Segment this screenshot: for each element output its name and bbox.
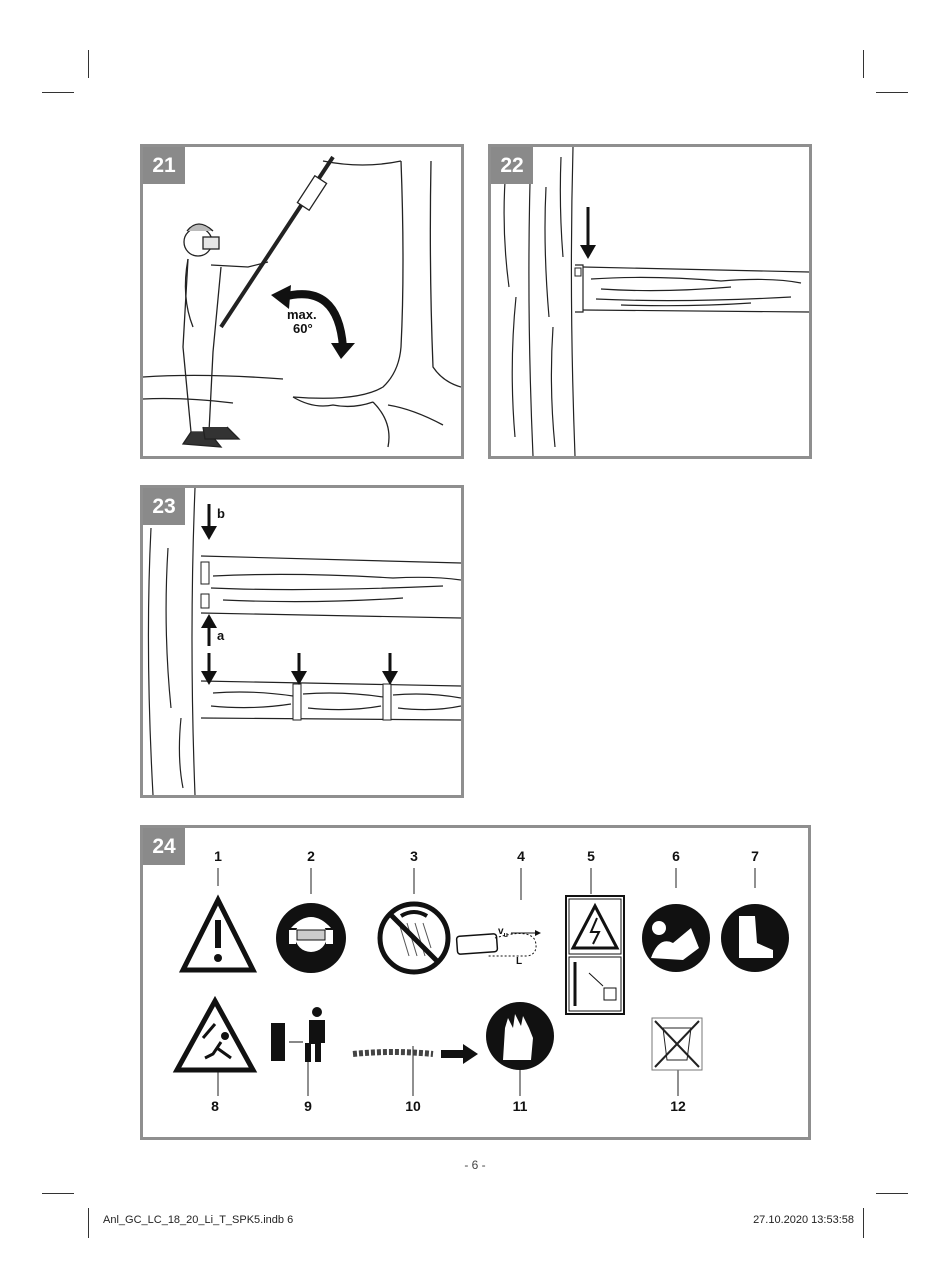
crop-mark: [42, 92, 74, 93]
symbol-number: 1: [214, 848, 222, 864]
crop-mark: [876, 1193, 908, 1194]
figure-number: 22: [491, 147, 533, 184]
symbol-number: 7: [751, 848, 759, 864]
figure-number: 21: [143, 147, 185, 184]
symbol-number: 4: [517, 848, 525, 864]
crop-mark: [863, 1208, 864, 1238]
figure-24: [140, 825, 811, 1140]
footer-timestamp: 27.10.2020 13:53:58: [753, 1214, 854, 1226]
symbol-number: 3: [410, 848, 418, 864]
crop-mark: [863, 50, 864, 78]
crop-mark: [88, 50, 89, 78]
label-a: a: [217, 628, 225, 643]
crop-mark: [876, 92, 908, 93]
symbol-number: 10: [405, 1098, 421, 1114]
symbol-number: 12: [670, 1098, 686, 1114]
page-number: - 6 -: [464, 1158, 486, 1172]
general-warning-triangle-icon: [143, 828, 811, 1138]
symbol-number: 6: [672, 848, 680, 864]
angle-label-value: 60°: [293, 321, 313, 336]
symbol-number: 8: [211, 1098, 219, 1114]
pole-saw-operator-illustration: [143, 147, 461, 456]
symbol-number: 5: [587, 848, 595, 864]
figure-number: 23: [143, 488, 185, 525]
symbol-number: 9: [304, 1098, 312, 1114]
symbol-number: 11: [512, 1098, 528, 1114]
figure-21: [140, 144, 464, 459]
figure-23: [140, 485, 464, 798]
crop-mark: [88, 1208, 89, 1238]
symbol-number: 2: [307, 848, 315, 864]
cutting-length-label: L: [516, 956, 523, 967]
figure-number: 24: [143, 828, 185, 865]
figure-22: [488, 144, 812, 459]
label-b: b: [217, 506, 225, 521]
crop-mark: [42, 1193, 74, 1194]
angle-label-max: max.: [287, 307, 317, 322]
branch-undercut-illustration: [491, 147, 809, 456]
sectional-cut-illustration: [143, 488, 461, 795]
footer-filename: Anl_GC_LC_18_20_Li_T_SPK5.indb 6: [103, 1214, 294, 1226]
chain-speed-label: $v_u$: [498, 926, 508, 939]
